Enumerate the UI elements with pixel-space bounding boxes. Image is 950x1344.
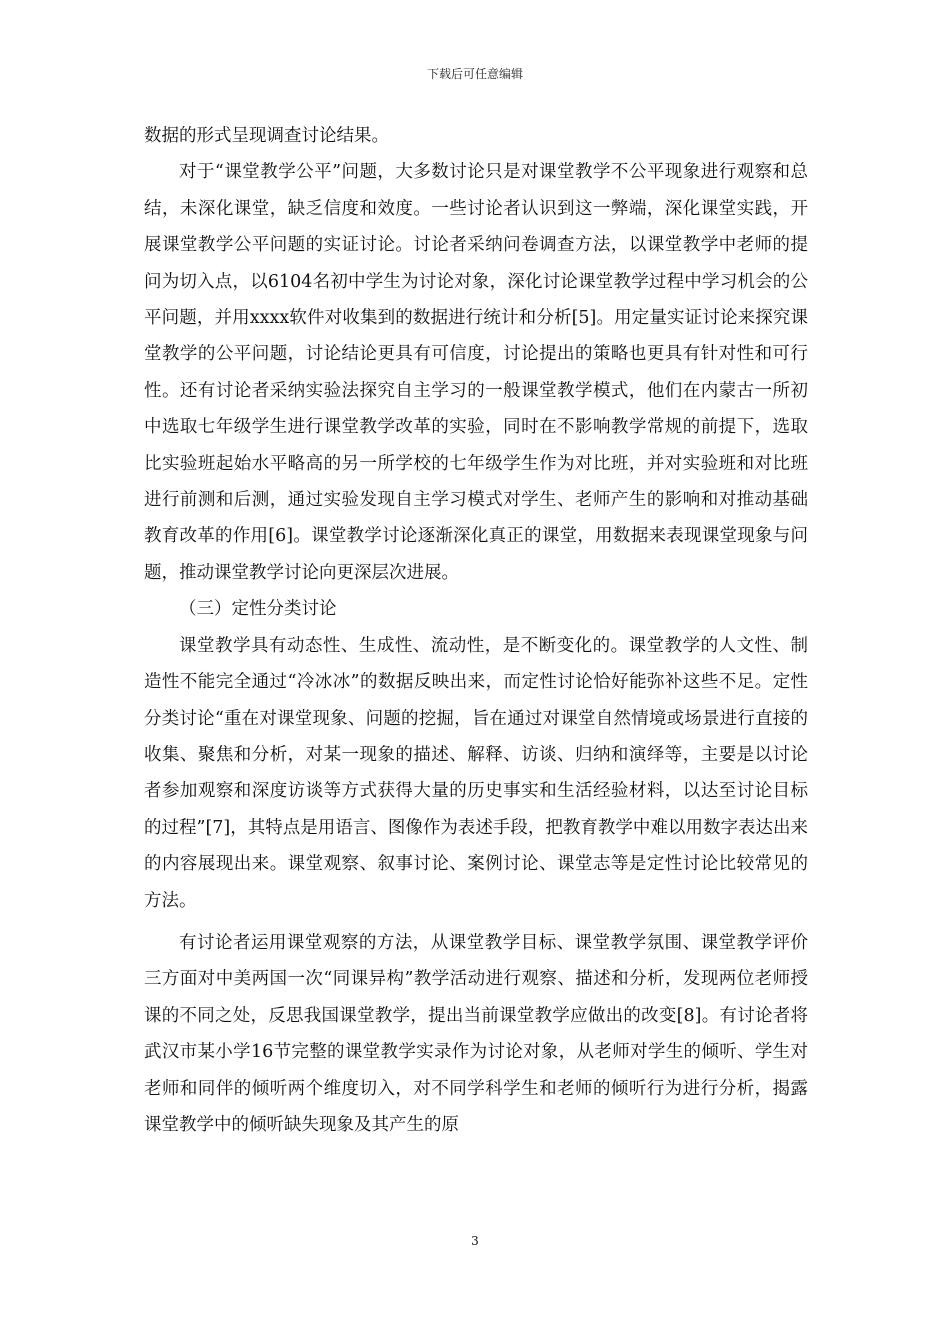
page-header: 下载后可任意编辑 xyxy=(426,67,523,81)
paragraph-qualitative-research: 课堂教学具有动态性、生成性、流动性，是不断变化的。课堂教学的人文性、制造性不能完全通过“冷冰冰”的数据反映出来，而定性讨论恰好能弥补这些不足。定性分类讨论“重在对课堂现象、问题的挖掘，旨在通过对课堂自然情境或场景进行直接的收集、聚焦和分析，对某一现象的描述、解释、访谈、归纳和演绎等，主要是以讨论者参加观察和深度访谈等方式获得大量的历史事实和生活经验材料，以达至讨论目标的过程”[7]，其特点是用语言、图像作为表述手段，把教育教学中难以用数字表达出来的内容展现出来。课堂观察、叙事讨论、案例讨论、课堂志等是定性讨论比较常见的方法。 xyxy=(144,635,808,911)
body-text xyxy=(144,118,808,1143)
paragraph-classroom-observation: 有讨论者运用课堂观察的方法，从课堂教学目标、课堂教学氛围、课堂教学评价三方面对中美两国一次“同课异构”教学活动进行观察、描述和分析，发现两位老师授课的不同之处，反思我国课堂教学，提出当前课堂教学应做出的改变[8]。有讨论者将武汉市某小学16节完整的课堂教学实录作为讨论对象，从老师对学生的倾听、学生对老师和同伴的倾听两个维度切入，对不同学科学生和老师的倾听行为进行分析，揭露课堂教学中的倾听缺失现象及其产生的原 xyxy=(144,932,808,1135)
section-heading-qualitative: （三）定性分类讨论 xyxy=(179,599,337,620)
page-number: 3 xyxy=(471,1234,479,1248)
paragraph-continuation: 数据的形式呈现调查讨论结果。 xyxy=(144,126,389,146)
paragraph-classroom-fairness: 对于“课堂教学公平”问题，大多数讨论只是对课堂教学不公平现象进行观察和总结，未深化课堂，缺乏信度和效度。一些讨论者认识到这一弊端，深化课堂实践，开展课堂教学公平问题的实证讨论。讨论者采纳问卷调查方法，以课堂教学中老师的提问为切入点，以6104名初中学生为讨论对象，深化讨论课堂教学过程中学习机会的公平问题，并用xxxx软件对收集到的数据进行统计和分析[5]。用定量实证讨论来探究课堂教学的公平问题，讨论结论更具有可信度，讨论提出的策略也更具有针对性和可行性。还有讨论者采纳实验法探究自主学习的一般课堂教学模式，他们在内蒙古一所初中选取七年级学生进行课堂教学改革的实验，同时在不影响教学常规的前提下，选取比实验班起始水平略高的另一所学校的七年级学生作为对比班，并对实验班和对比班进行前测和后测，通过实验发现自主学习模式对学生、老师产生的影响和对推动基础教育改革的作用[6]。课堂教学讨论逐渐深化真正的课堂，用数据来表现课堂现象与问题，推动课堂教学讨论向更深层次进展。 xyxy=(144,162,808,583)
